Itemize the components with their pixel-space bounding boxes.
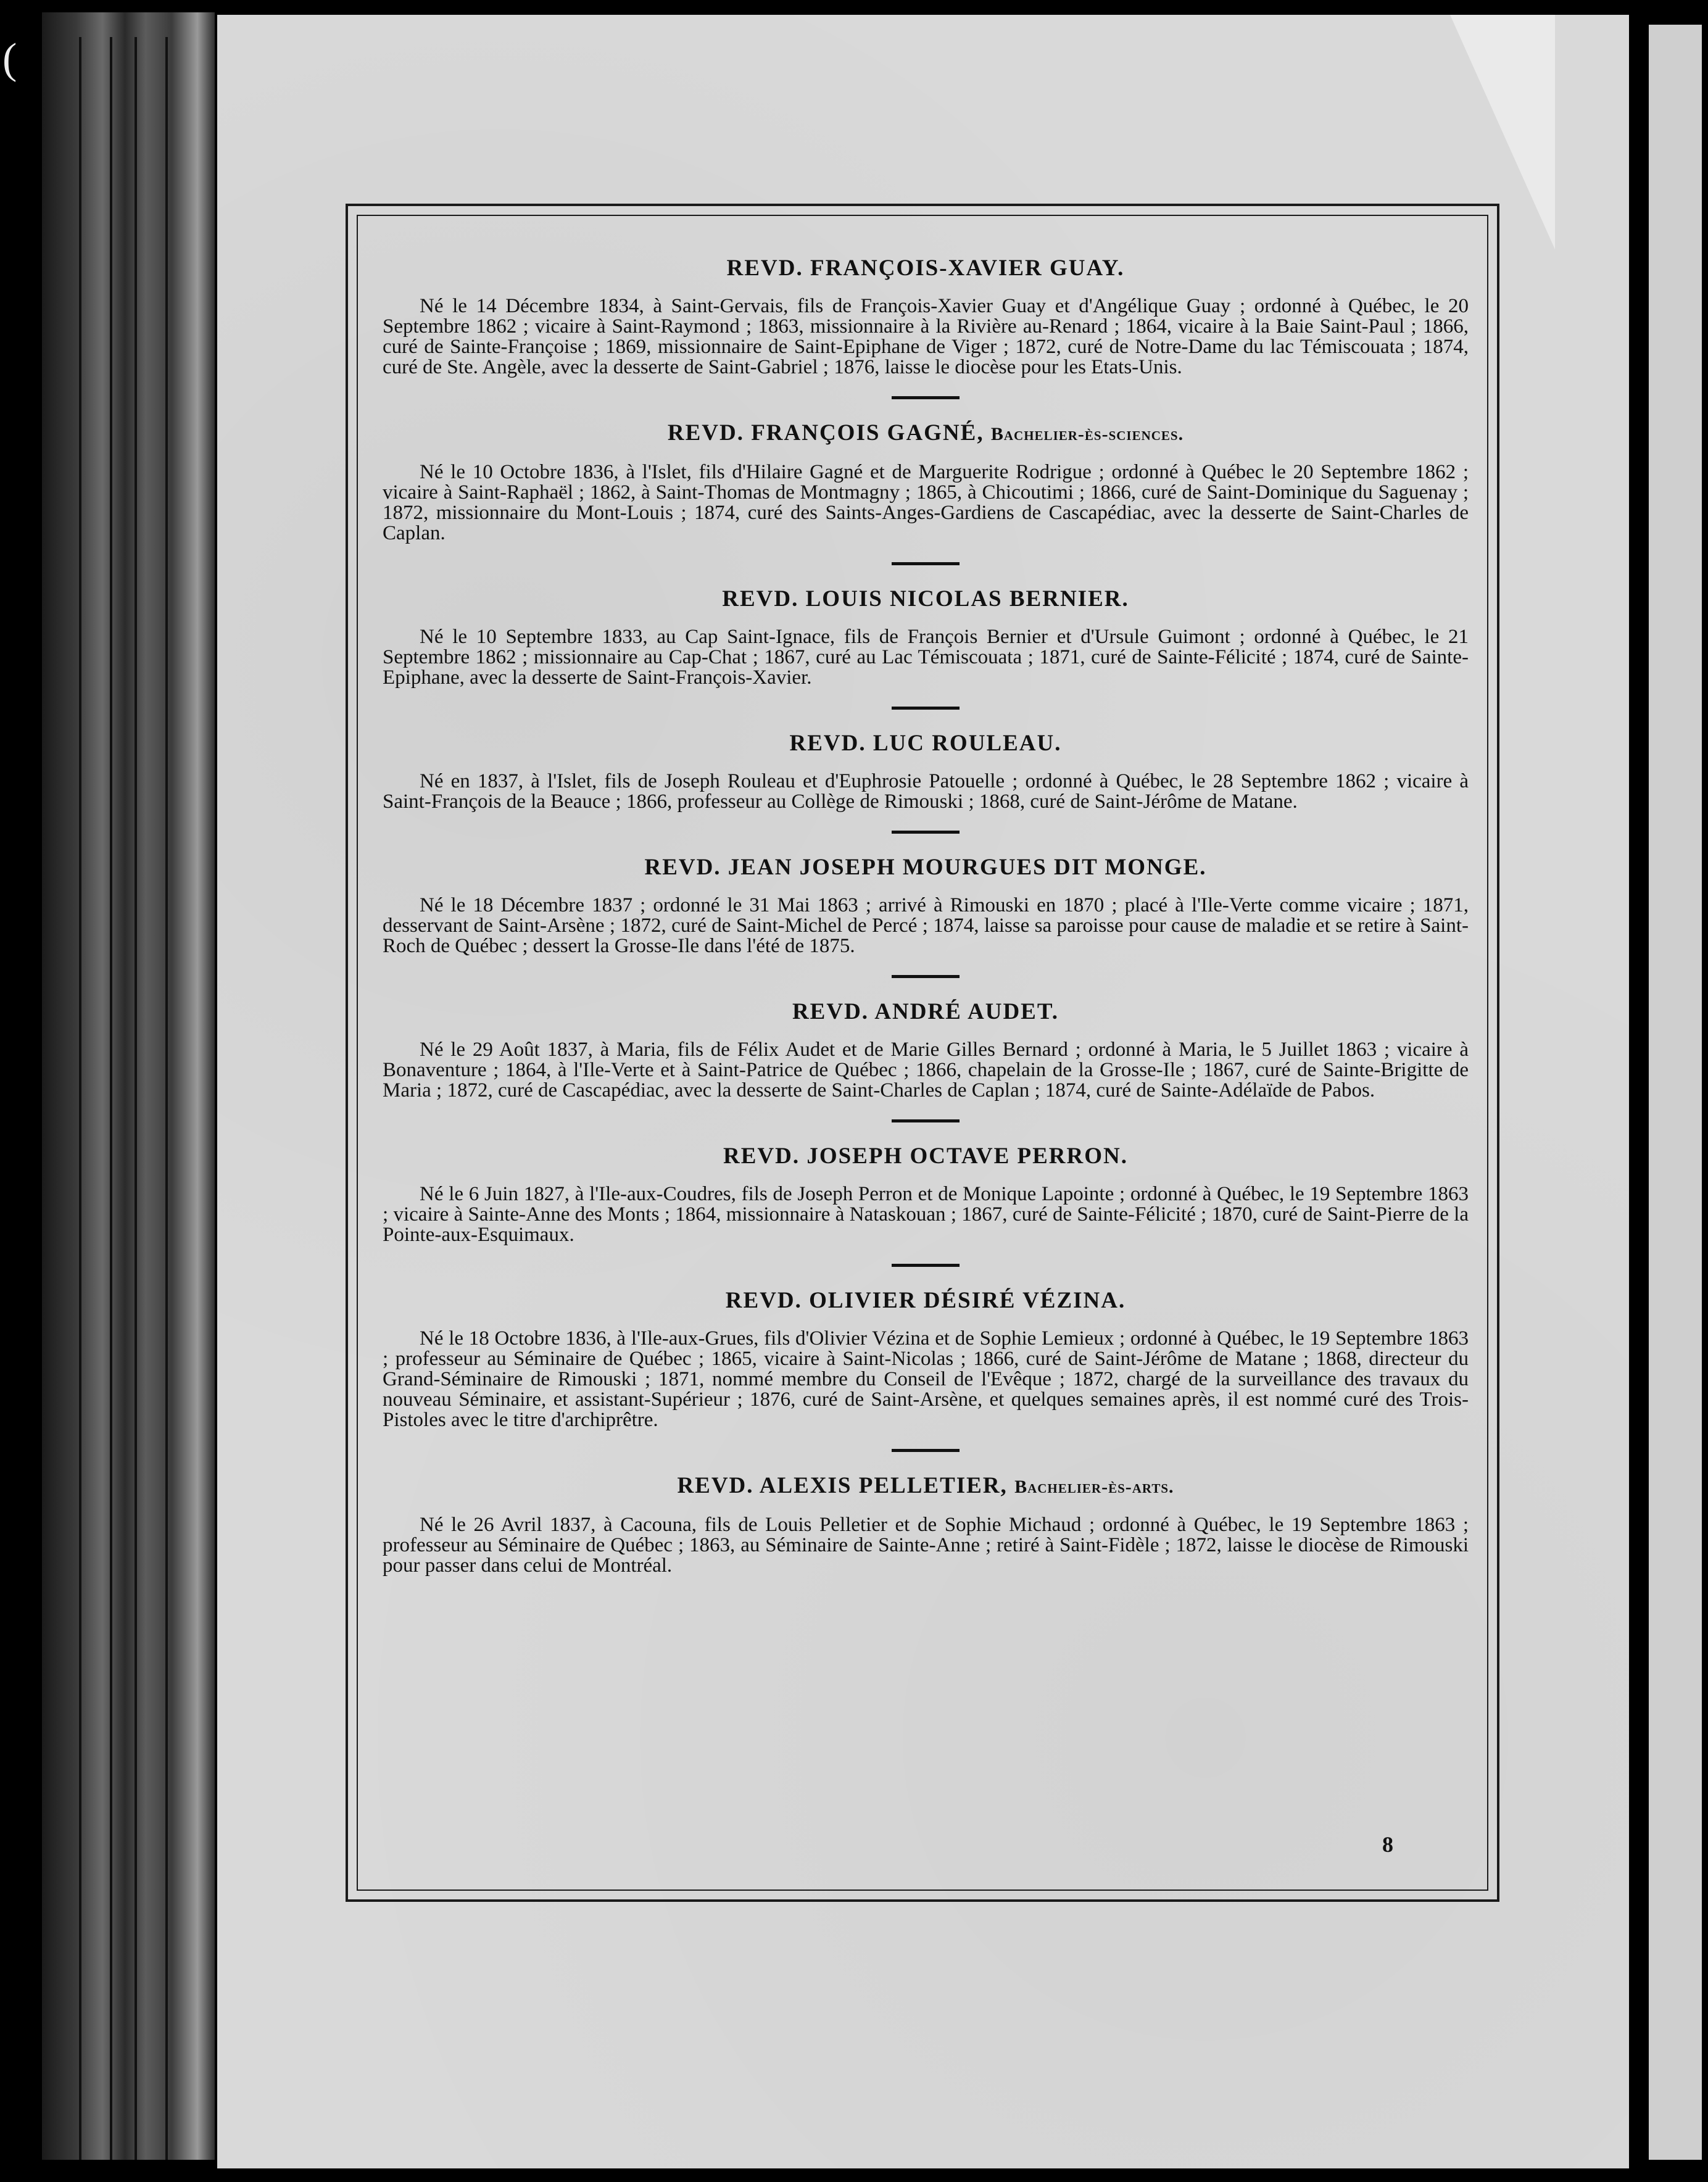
- entry-audet: [383, 998, 1469, 1101]
- entry-name: [383, 585, 1469, 613]
- entry-name-text: REVD. ALEXIS PELLETIER,: [677, 1473, 1008, 1498]
- entry-name-text: REVD. FRANÇOIS GAGNÉ,: [667, 420, 984, 446]
- entry-name-text: REVD. LOUIS NICOLAS BERNIER.: [722, 586, 1129, 612]
- entry-name: [383, 419, 1469, 449]
- separator-rule: [892, 396, 960, 399]
- spine-line: [135, 37, 137, 2160]
- separator-rule: [892, 975, 960, 978]
- entry-bio: Né le 29 Août 1837, à Maria, fils de Félix Audet et de Marie Gilles Bernard ; ordonné à Maria, le 5 Juillet 1863 ; vicaire à Bonaventure ; 1864, à l'Ile-Verte et à Saint-Patrice de Québec ; 1866, chapelain de la Grosse-Ile ; 1867, curé de Sainte-Brigitte de Maria ; 1872, curé de Cascapédiac, avec la desserte de Saint-Charles de Caplan ; 1874, curé de Sainte-Adélaïde de Pabos.: [383, 1039, 1469, 1101]
- separator-rule: [892, 1119, 960, 1122]
- entry-name-text: REVD. LUC ROULEAU.: [789, 731, 1062, 756]
- entry-bio: Né le 18 Octobre 1836, à l'Ile-aux-Grues, fils d'Olivier Vézina et de Sophie Lemieux ; ordonné à Québec, le 19 Septembre 1863 ; professeur au Séminaire de Québec ; 1865, vicaire à Saint-Nicolas ; 1866, curé de Saint-Jérôme de Matane ; 1868, directeur du Grand-Séminaire de Rimouski ; 1871, nommé membre du Conseil de l'Evêque ; 1872, chargé de la surveillance des travaux du nouveau Séminaire, et assistant-Supérieur ; 1876, curé de Saint-Arsène, et quelques semaines après, il est nommé curé des Trois-Pistoles avec le titre d'archiprêtre.: [383, 1327, 1469, 1431]
- spine-line: [110, 37, 112, 2160]
- entry-name-text: REVD. JOSEPH OCTAVE PERRON.: [723, 1143, 1128, 1169]
- entry-name-text: REVD. FRANÇOIS-XAVIER GUAY.: [726, 255, 1125, 281]
- entry-name: [383, 853, 1469, 882]
- entry-bernier: [383, 585, 1469, 688]
- entry-bio: Né le 10 Octobre 1836, à l'Islet, fils d'Hilaire Gagné et de Marguerite Rodrigue ; ordonné à Québec le 20 Septembre 1862 ; vicaire à Saint-Raphaël ; 1862, à Saint-Thomas de Montmagny ; 1865, à Chicoutimi ; 1866, curé de Saint-Dominique du Saguenay ; 1872, missionnaire du Mont-Louis ; 1874, curé des Saints-Anges-Gardiens de Cascapédiac, avec la desserte de Saint-Charles de Caplan.: [383, 461, 1469, 544]
- entry-name-text: REVD. OLIVIER DÉSIRÉ VÉZINA.: [725, 1288, 1126, 1313]
- entry-name: [383, 998, 1469, 1026]
- entry-mourgues: [383, 853, 1469, 956]
- separator-rule: [892, 707, 960, 710]
- entry-guay: [383, 254, 1469, 378]
- separator-rule: [892, 1449, 960, 1452]
- entry-name-text: REVD. ANDRÉ AUDET.: [792, 999, 1059, 1024]
- entry-degree: Bachelier-ès-arts.: [1014, 1477, 1174, 1497]
- biography-list: [383, 234, 1469, 1576]
- right-page-strip: [1649, 25, 1702, 2160]
- entry-pelletier: [383, 1472, 1469, 1576]
- page-number: 8: [1382, 1832, 1393, 1857]
- entry-bio: Né en 1837, à l'Islet, fils de Joseph Rouleau et d'Euphrosie Patouelle ; ordonné à Québec, le 28 Septembre 1862 ; vicaire à Saint-François de la Beauce ; 1866, professeur au Collège de Rimouski ; 1868, curé de Saint-Jérôme de Matane.: [383, 770, 1469, 813]
- entry-degree: Bachelier-ès-sciences.: [990, 424, 1184, 444]
- entry-name: [383, 1142, 1469, 1171]
- entry-gagne: [383, 419, 1469, 544]
- entry-name: [383, 1287, 1469, 1315]
- entry-bio: Né le 10 Septembre 1833, au Cap Saint-Ignace, fils de François Bernier et d'Ursule Guimont ; ordonné à Québec, le 21 Septembre 1862 ; missionnaire au Cap-Chat ; 1867, curé au Lac Témiscouata ; 1871, curé de Sainte-Félicité ; 1874, curé de Sainte-Epiphane, avec la desserte de Saint-François-Xavier.: [383, 626, 1469, 689]
- entry-vezina: [383, 1287, 1469, 1430]
- entry-rouleau: [383, 729, 1469, 812]
- separator-rule: [892, 1264, 960, 1267]
- entry-name: [383, 254, 1469, 283]
- separator-rule: [892, 562, 960, 565]
- entry-name: [383, 729, 1469, 758]
- scan-edge-mark: (: [2, 35, 17, 83]
- book-spine: [42, 12, 215, 2160]
- entry-bio: Né le 14 Décembre 1834, à Saint-Gervais, fils de François-Xavier Guay et d'Angélique Guay ; ordonné à Québec, le 20 Septembre 1862 ; vicaire à Saint-Raymond ; 1863, missionnaire à la Rivière au-Renard ; 1864, vicaire à la Baie Saint-Paul ; 1866, curé de Sainte-Françoise ; 1869, missionnaire de Saint-Epiphane de Viger ; 1872, curé de Notre-Dame du lac Témiscouata ; 1874, curé de Ste. Angèle, avec la desserte de Saint-Gabriel ; 1876, laisse le diocèse pour les Etats-Unis.: [383, 295, 1469, 378]
- entry-bio: Né le 26 Avril 1837, à Cacouna, fils de Louis Pelletier et de Sophie Michaud ; ordonné à Québec, le 19 Septembre 1863 ; professeur au Séminaire de Québec ; 1863, au Séminaire de Sainte-Anne ; retiré à Saint-Fidèle ; 1872, laisse le diocèse de Rimouski pour passer dans celui de Montréal.: [383, 1514, 1469, 1577]
- entry-name: [383, 1472, 1469, 1501]
- spine-line: [79, 37, 81, 2160]
- entry-perron: [383, 1142, 1469, 1245]
- spine-line: [165, 37, 168, 2160]
- entry-bio: Né le 6 Juin 1827, à l'Ile-aux-Coudres, fils de Joseph Perron et de Monique Lapointe ; ordonné à Québec, le 19 Septembre 1863 ; vicaire à Sainte-Anne des Monts ; 1864, missionnaire à Nataskouan ; 1867, curé de Sainte-Félicité ; 1870, curé de Saint-Pierre de la Pointe-aux-Esquimaux.: [383, 1183, 1469, 1246]
- entry-bio: Né le 18 Décembre 1837 ; ordonné le 31 Mai 1863 ; arrivé à Rimouski en 1870 ; placé à l'Ile-Verte comme vicaire ; 1871, desservant de Saint-Arsène ; 1872, curé de Saint-Michel de Percé ; 1874, laisse sa paroisse pour cause de maladie et se retire à Saint-Roch de Québec ; dessert la Grosse-Ile dans l'été de 1875.: [383, 894, 1469, 957]
- separator-rule: [892, 831, 960, 834]
- entry-name-text: REVD. JEAN JOSEPH MOURGUES DIT MONGE.: [644, 855, 1207, 880]
